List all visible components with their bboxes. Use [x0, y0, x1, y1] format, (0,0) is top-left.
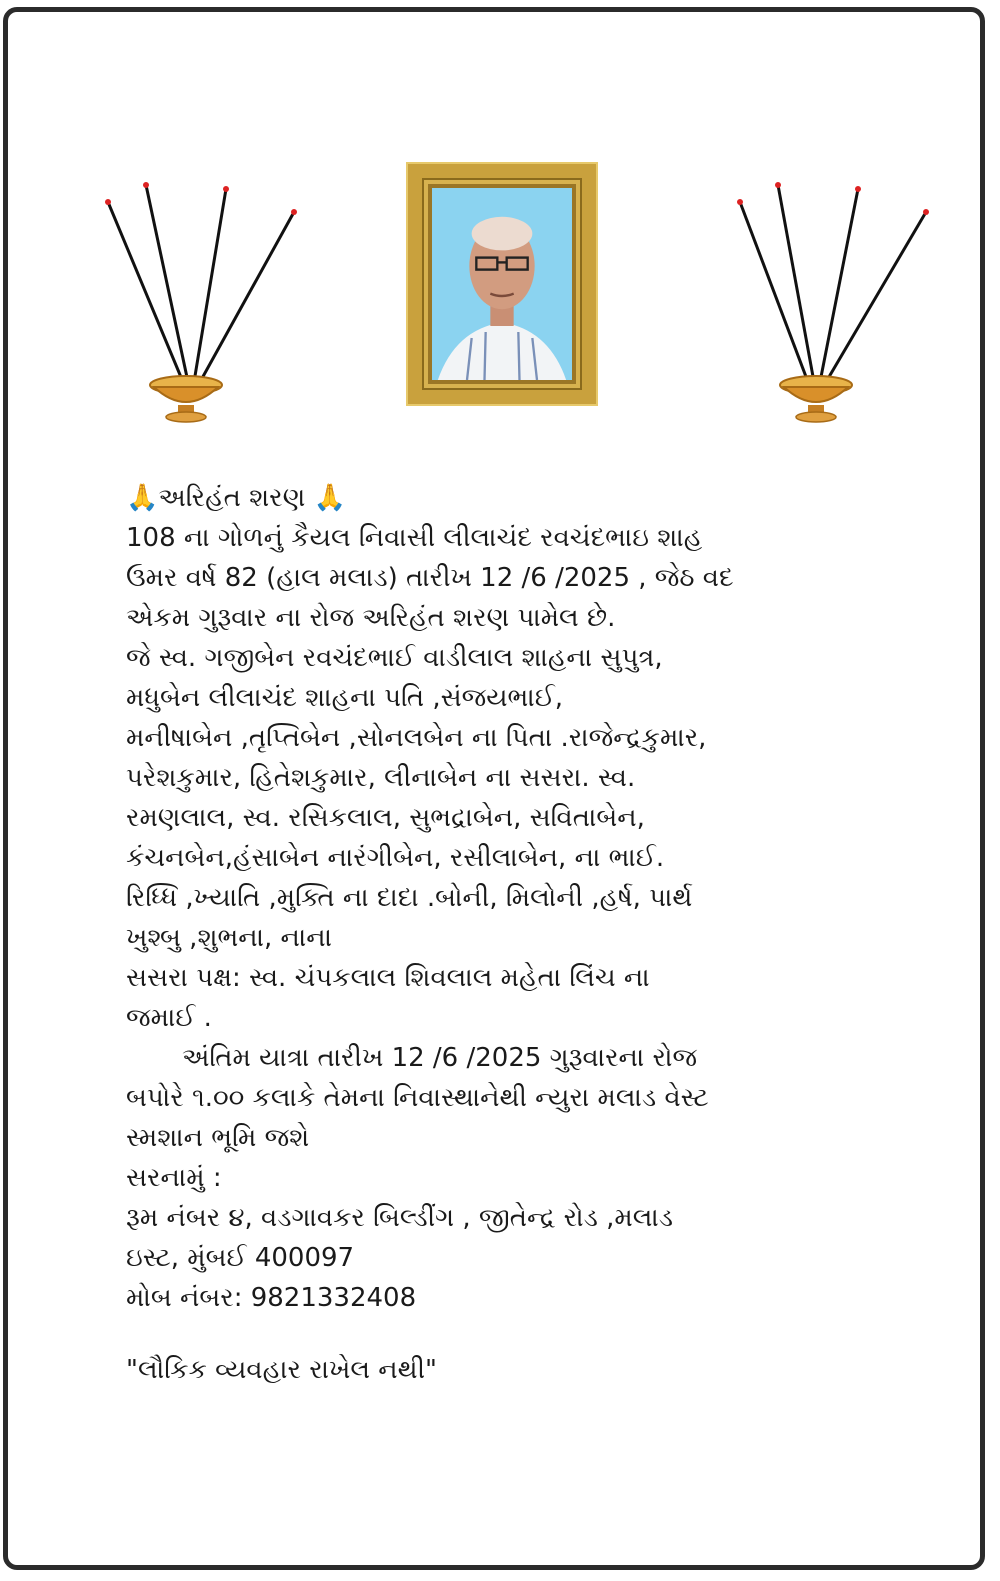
- phone-line: મોબ નંબર: 9821332408: [126, 1283, 417, 1313]
- address-line: ઇસ્ટ, મુંબઈ 400097: [126, 1243, 355, 1273]
- address-label: સરનામું :: [126, 1163, 222, 1193]
- text-line: ઉમર વર્ષ 82 (હાલ મલાડ) તારીખ 12 /6 /2025 , જેઠ વદ: [126, 563, 734, 593]
- incense-right-icon: [730, 177, 940, 427]
- text-line: એકમ ગુરૂવાર ના રોજ અરિહંત શરણ પામેલ છે.: [126, 603, 616, 633]
- text-line: સસરા પક્ષ: સ્વ. ચંપકલાલ શિવલાલ મહેતા લિંચ ના: [126, 963, 650, 993]
- closing-note: "લૌકિક વ્યવહાર રાખેલ નથી": [126, 1355, 438, 1385]
- text-line: 108 ના ગોળનું કૈયલ નિવાસી લીલાચંદ રવચંદભાઇ શાહ: [126, 523, 703, 553]
- text-line: બપોરે ૧.૦૦ કલાકે તેમના નિવાસ્થાનેથી ન્યુરા મલાડ વેસ્ટ: [126, 1083, 709, 1113]
- text-line: રમણલાલ, સ્વ. રસિકલાલ, સુભદ્રાબેન, સવિતાબેન,: [126, 803, 645, 833]
- text-line: મધુબેન લીલાચંદ શાહના પતિ ,સંજયભાઈ,: [126, 683, 564, 713]
- portrait-photo: [428, 184, 576, 384]
- text-line: સ્મશાન ભૂમિ જશે: [126, 1123, 310, 1153]
- portrait-frame: [408, 164, 596, 404]
- text-line: ખુશ્બુ ,શુભના, નાના: [126, 923, 333, 953]
- obituary-card: [3, 7, 985, 1570]
- text-line: મનીષાબેન ,તૃપ્તિબેન ,સોનલબેન ના પિતા .રાજેન્દ્રકુમાર,: [126, 723, 707, 753]
- heading-line: 🙏અરિહંત શરણ 🙏: [126, 483, 346, 513]
- text-line: જે સ્વ. ગજીબેન રવચંદભાઈ વાડીલાલ શાહના સુપુત્ર,: [126, 643, 663, 673]
- incense-left-icon: [98, 177, 308, 427]
- funeral-line: અંતિમ યાત્રા તારીખ 12 /6 /2025 ગુરૂવારના રોજ: [182, 1043, 698, 1073]
- text-line: જમાઈ .: [126, 1003, 212, 1033]
- obituary-text: [126, 478, 816, 1390]
- text-line: કંચનબેન,હંસાબેન નારંગીબેન, રસીલાબેન, ના ભાઈ.: [126, 843, 665, 873]
- text-line: રિધ્ધિ ,ખ્યાતિ ,મુક્તિ ના દાદા .બોની, મિલોની ,હર્ષ, પાર્થ: [126, 883, 693, 913]
- address-line: રૂમ નંબર ૪, વડગાવકર બિલ્ડીંગ , જીતેન્દ્ર રોડ ,મલાડ: [126, 1203, 674, 1233]
- text-line: પરેશકુમાર, હિતેશકુમાર, લીનાબેન ના સસરા. સ્વ.: [126, 763, 636, 793]
